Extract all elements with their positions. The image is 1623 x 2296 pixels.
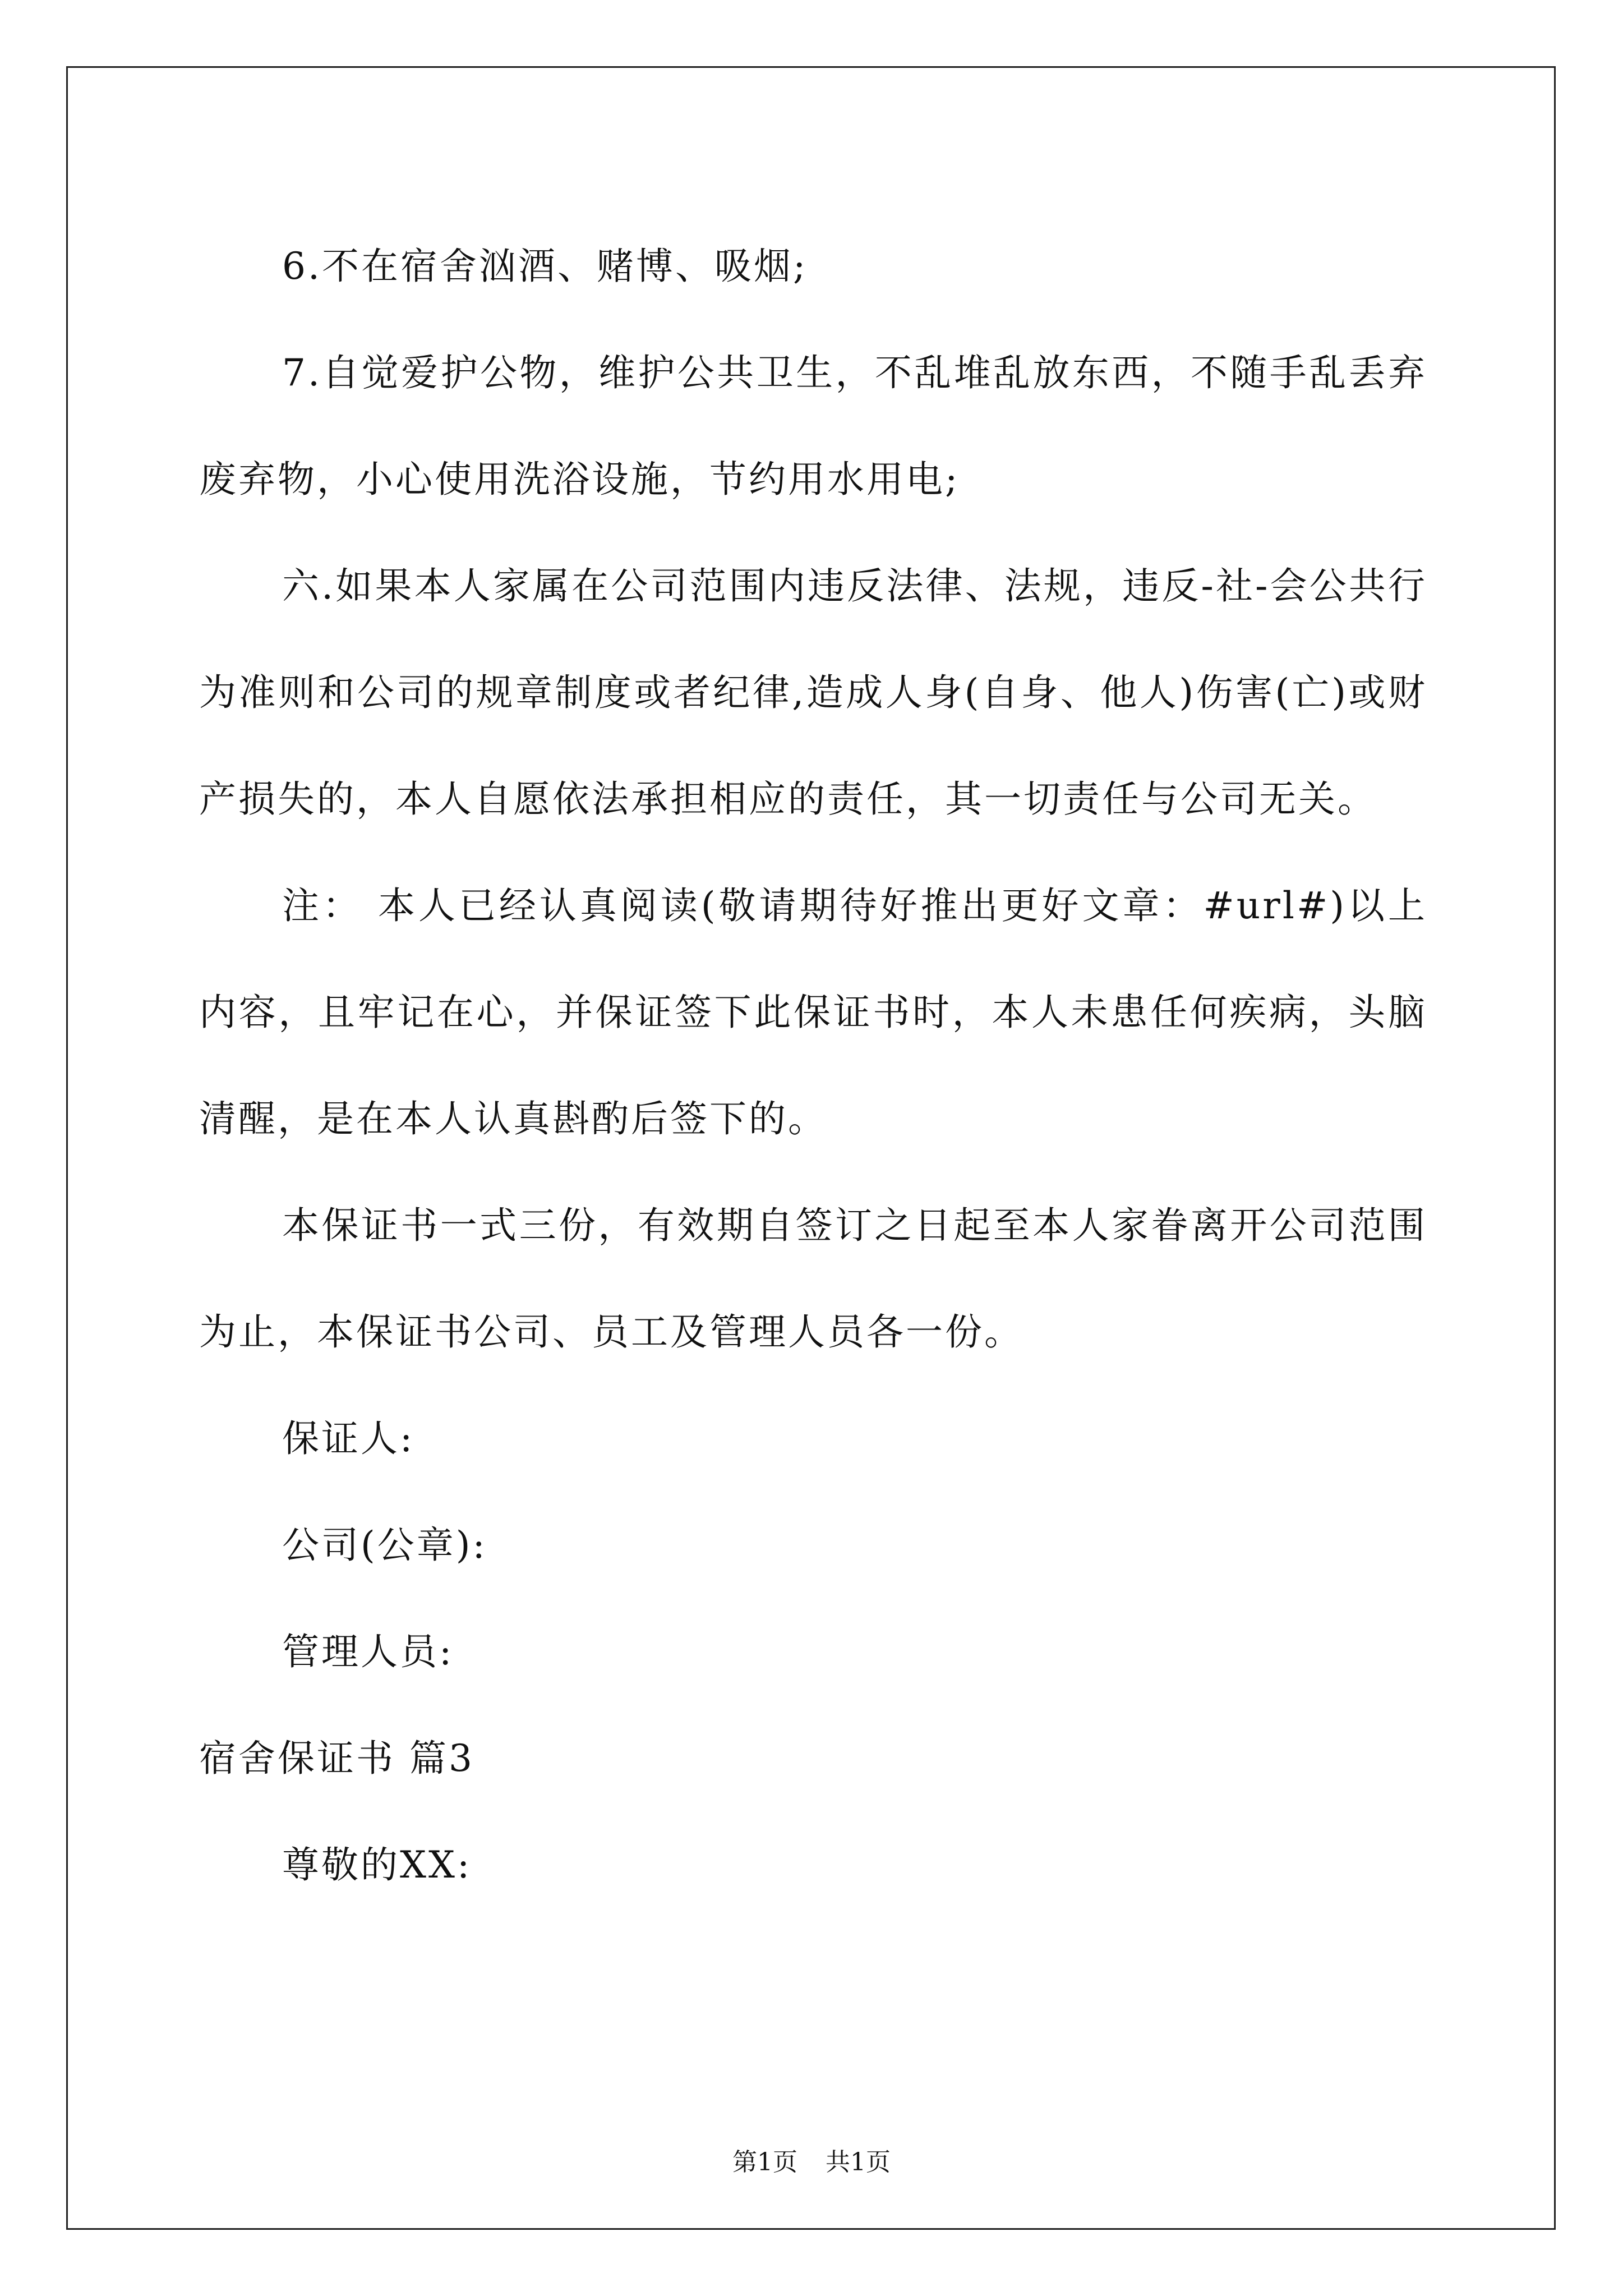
paragraph-section-six: 六.如果本人家属在公司范围内违反法律、法规，违反-社-会公共行为准则和公司的规章制度或者纪律,造成人身(自身、他人)伤害(亡)或财产损失的，本人自愿依法承担相应的责任，其一切责任与公司无关。 bbox=[199, 564, 1427, 821]
paragraph-item-6: 6.不在宿舍汹酒、赌博、吸烟; bbox=[282, 245, 808, 288]
signature-manager: 管理人员: bbox=[282, 1630, 454, 1673]
section-heading: 宿舍保证书 篇3 bbox=[199, 1737, 474, 1780]
signature-company: 公司(公章): bbox=[282, 1524, 487, 1567]
page-number-total: 共1页 bbox=[826, 2148, 891, 2177]
page-footer bbox=[0, 2142, 1623, 2178]
paragraph-item-7: 7.自觉爱护公物，维护公共卫生，不乱堆乱放东西，不随手乱丢弃废弃物，小心使用洗浴设施，节约用水用电; bbox=[199, 351, 1427, 501]
paragraph-copies: 本保证书一式三份，有效期自签订之日起至本人家眷离开公司范围为止，本保证书公司、员工及管理人员各一份。 bbox=[199, 1204, 1427, 1354]
salutation: 尊敬的XX: bbox=[282, 1843, 472, 1887]
signature-guarantor: 保证人: bbox=[282, 1417, 415, 1460]
document-body bbox=[199, 213, 1427, 1918]
page-number-current: 第1页 bbox=[732, 2148, 797, 2177]
paragraph-note: 注： 本人已经认真阅读(敬请期待好推出更好文章：#url#)以上内容，且牢记在心，并保证签下此保证书时，本人未患任何疾病，头脑清醒，是在本人认真斟酌后签下的。 bbox=[199, 884, 1427, 1140]
